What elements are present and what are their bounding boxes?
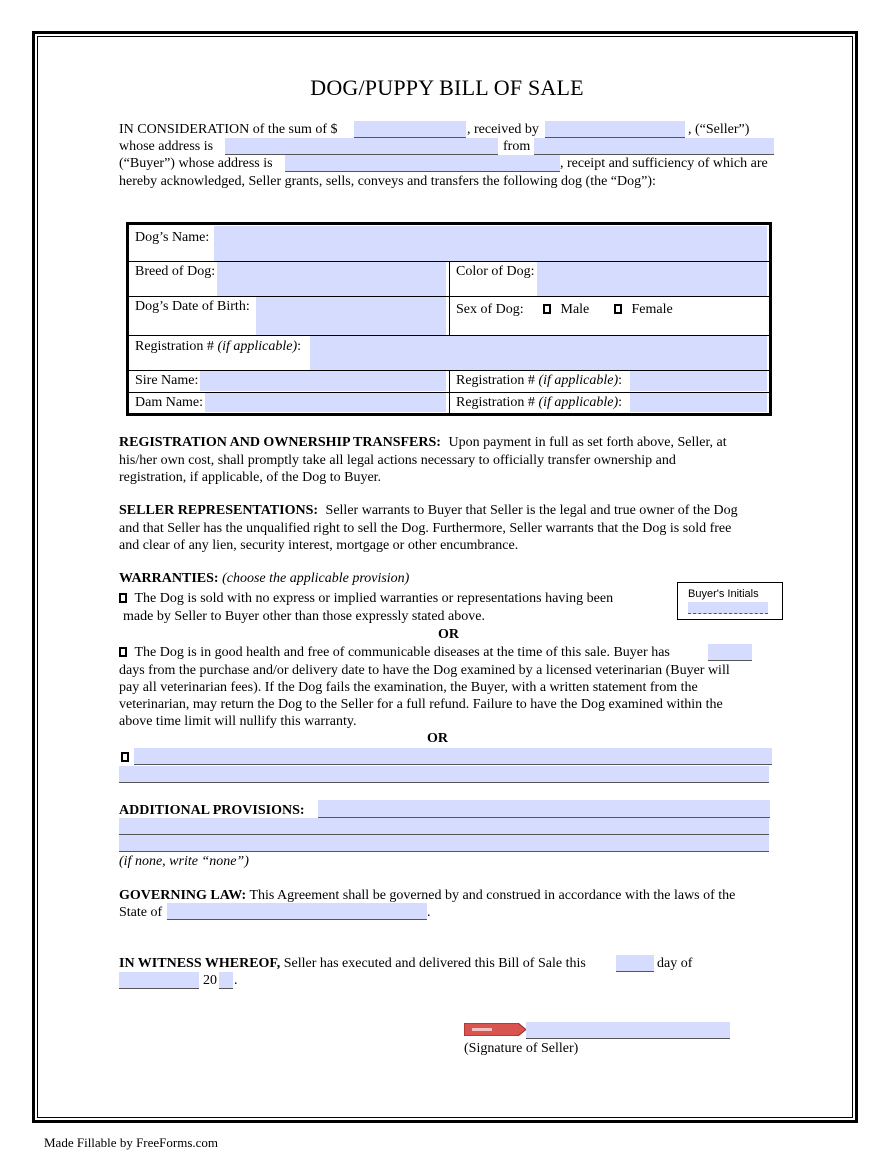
- warranty-2-line-2: days from the purchase and/or delivery date to have the Dog examined by a licensed veterinarian (Buyer will: [119, 663, 730, 678]
- color-field[interactable]: [537, 262, 767, 296]
- witness-heading: IN WITNESS WHEREOF,: [119, 956, 281, 971]
- registration-paragraph-1: [119, 434, 727, 451]
- signature-caption: (Signature of Seller): [464, 1041, 579, 1056]
- dam-label: Dam Name:: [135, 395, 204, 410]
- reg-prefix: Registration #: [456, 373, 535, 388]
- governing-paragraph-1: [119, 887, 735, 904]
- buyers-initials-field[interactable]: [688, 602, 768, 614]
- dob-field[interactable]: [256, 297, 446, 335]
- female-checkbox[interactable]: [614, 304, 622, 314]
- male-option[interactable]: [543, 301, 589, 318]
- sire-registration-label: [456, 372, 622, 389]
- if-applicable: (if applicable): [217, 339, 298, 354]
- seller-rep-paragraph-1: [119, 502, 738, 519]
- registration-line-3: registration, if applicable, of the Dog to Buyer.: [119, 470, 382, 485]
- intro-text-2a: whose address is: [119, 139, 214, 154]
- additional-hint: (if none, write “none”): [119, 854, 249, 869]
- warranty-1-line-1: The Dog is sold with no express or implied warranties or representations having been: [134, 591, 614, 606]
- male-label: Male: [560, 302, 590, 317]
- warranty-option-3[interactable]: [121, 749, 129, 766]
- sum-field[interactable]: [354, 121, 466, 138]
- additional-field-2[interactable]: [119, 818, 769, 835]
- dog-name-field[interactable]: [214, 226, 767, 261]
- sire-registration-field[interactable]: [630, 371, 767, 391]
- seller-signature-field[interactable]: [526, 1022, 730, 1039]
- intro-text-1b: , received by: [467, 122, 539, 137]
- state-field[interactable]: [167, 903, 427, 920]
- witness-line-2b: .: [234, 973, 238, 988]
- seller-address-field[interactable]: [225, 138, 498, 155]
- page-title: DOG/PUPPY BILL OF SALE: [310, 75, 584, 100]
- colon: :: [618, 395, 623, 410]
- dog-name-label: Dog’s Name:: [135, 230, 210, 245]
- warranty-option-1[interactable]: [119, 590, 613, 607]
- days-field[interactable]: [708, 644, 752, 661]
- year-field[interactable]: [219, 972, 233, 989]
- col-divider: [449, 261, 450, 335]
- warranty-2-line-1: The Dog is in good health and free of communicable diseases at the time of this sale. Buyer has: [134, 645, 670, 660]
- witness-paragraph-1: [119, 955, 586, 972]
- colon: :: [618, 373, 623, 388]
- buyers-initials-label: Buyer's Initials: [688, 588, 759, 600]
- reg-prefix: Registration #: [456, 395, 535, 410]
- sex-label: Sex of Dog:: [456, 302, 524, 317]
- dam-registration-field[interactable]: [630, 393, 767, 412]
- governing-line-2a: State of: [119, 905, 163, 920]
- warranty-2-line-4: veterinarian, may return the Dog to the Seller for a full refund. Failure to have the Dog examined within the: [119, 697, 723, 712]
- sire-field[interactable]: [200, 371, 446, 391]
- dam-registration-label: [456, 394, 622, 411]
- custom-warranty-field-2[interactable]: [119, 766, 769, 783]
- intro-text-3a: (“Buyer”) whose address is: [119, 156, 273, 171]
- buyer-name-field[interactable]: [534, 138, 774, 155]
- witness-year-prefix: 20: [203, 973, 217, 988]
- footer-credit: Made Fillable by FreeForms.com: [44, 1135, 219, 1150]
- or-divider-1: OR: [438, 627, 459, 642]
- warranty-1-checkbox[interactable]: [119, 593, 127, 603]
- warranty-3-checkbox[interactable]: [121, 752, 129, 762]
- colon: :: [297, 339, 302, 354]
- sign-here-flag-icon: [464, 1023, 526, 1036]
- breed-field[interactable]: [217, 262, 446, 296]
- warranty-2-line-5: above time limit will nullify this warranty.: [119, 714, 357, 729]
- seller-name-field[interactable]: [545, 121, 685, 138]
- intro-text-4: hereby acknowledged, Seller grants, sells, conveys and transfers the following dog (the “Dog”):: [119, 174, 656, 189]
- governing-line-1: This Agreement shall be governed by and construed in accordance with the laws of the: [249, 888, 736, 903]
- witness-line-1a: Seller has executed and delivered this Bill of Sale this: [283, 956, 586, 971]
- reg-prefix: Registration #: [135, 339, 214, 354]
- governing-line-2b: .: [427, 905, 431, 920]
- warranty-1-line-2: made by Seller to Buyer other than those expressly stated above.: [123, 609, 485, 624]
- color-label: Color of Dog:: [456, 264, 535, 279]
- additional-field-1[interactable]: [318, 800, 770, 818]
- warranty-2-checkbox[interactable]: [119, 647, 127, 657]
- if-applicable: (if applicable): [538, 395, 619, 410]
- intro-text-1c: , (“Seller”): [688, 122, 750, 137]
- warranties-heading: WARRANTIES:: [119, 571, 219, 586]
- registration-line-1: Upon payment in full as set forth above, Seller, at: [448, 435, 727, 450]
- intro-text-1a: IN CONSIDERATION of the sum of $: [119, 122, 338, 137]
- witness-line-1b: day of: [657, 956, 693, 971]
- warranty-2-line-3: pay all veterinarian fees). If the Dog fails the examination, the Buyer, with a written statement from the: [119, 680, 698, 695]
- governing-heading: GOVERNING LAW:: [119, 888, 247, 903]
- dam-field[interactable]: [205, 393, 446, 412]
- col-divider: [449, 370, 450, 413]
- additional-field-3[interactable]: [119, 835, 769, 852]
- seller-rep-line-2: and that Seller has the unqualified right to sell the Dog. Furthermore, Seller warrants that the Dog is sold free: [119, 521, 732, 536]
- sire-label: Sire Name:: [135, 373, 199, 388]
- registration-field[interactable]: [310, 336, 767, 370]
- male-checkbox[interactable]: [543, 304, 551, 314]
- buyer-address-field[interactable]: [285, 155, 560, 172]
- custom-warranty-field-1[interactable]: [134, 748, 772, 765]
- month-field[interactable]: [119, 972, 199, 989]
- intro-text-2b: from: [503, 139, 531, 154]
- if-applicable: (if applicable): [538, 373, 619, 388]
- or-divider-2: OR: [427, 731, 448, 746]
- intro-text-3b: , receipt and sufficiency of which are: [560, 156, 768, 171]
- warranties-hint: (choose the applicable provision): [222, 571, 410, 586]
- day-field[interactable]: [616, 955, 654, 972]
- breed-label: Breed of Dog:: [135, 264, 216, 279]
- seller-rep-heading: SELLER REPRESENTATIONS:: [119, 503, 319, 518]
- dob-label: Dog’s Date of Birth:: [135, 299, 250, 314]
- additional-heading: ADDITIONAL PROVISIONS:: [119, 803, 305, 818]
- buyers-initials-box: [677, 582, 783, 620]
- female-label: Female: [631, 302, 673, 317]
- seller-rep-line-1: Seller warrants to Buyer that Seller is the legal and true owner of the Dog: [325, 503, 738, 518]
- registration-line-2: his/her own cost, shall promptly take all legal actions necessary to officially transfer ownership and: [119, 453, 676, 468]
- registration-heading: REGISTRATION AND OWNERSHIP TRANSFERS:: [119, 435, 441, 450]
- registration-label: [135, 338, 301, 355]
- warranty-option-2[interactable]: [119, 644, 670, 661]
- seller-rep-line-3: and clear of any lien, security interest, mortgage or other encumbrance.: [119, 538, 519, 553]
- female-option[interactable]: [614, 301, 673, 318]
- warranties-heading-line: [119, 570, 409, 587]
